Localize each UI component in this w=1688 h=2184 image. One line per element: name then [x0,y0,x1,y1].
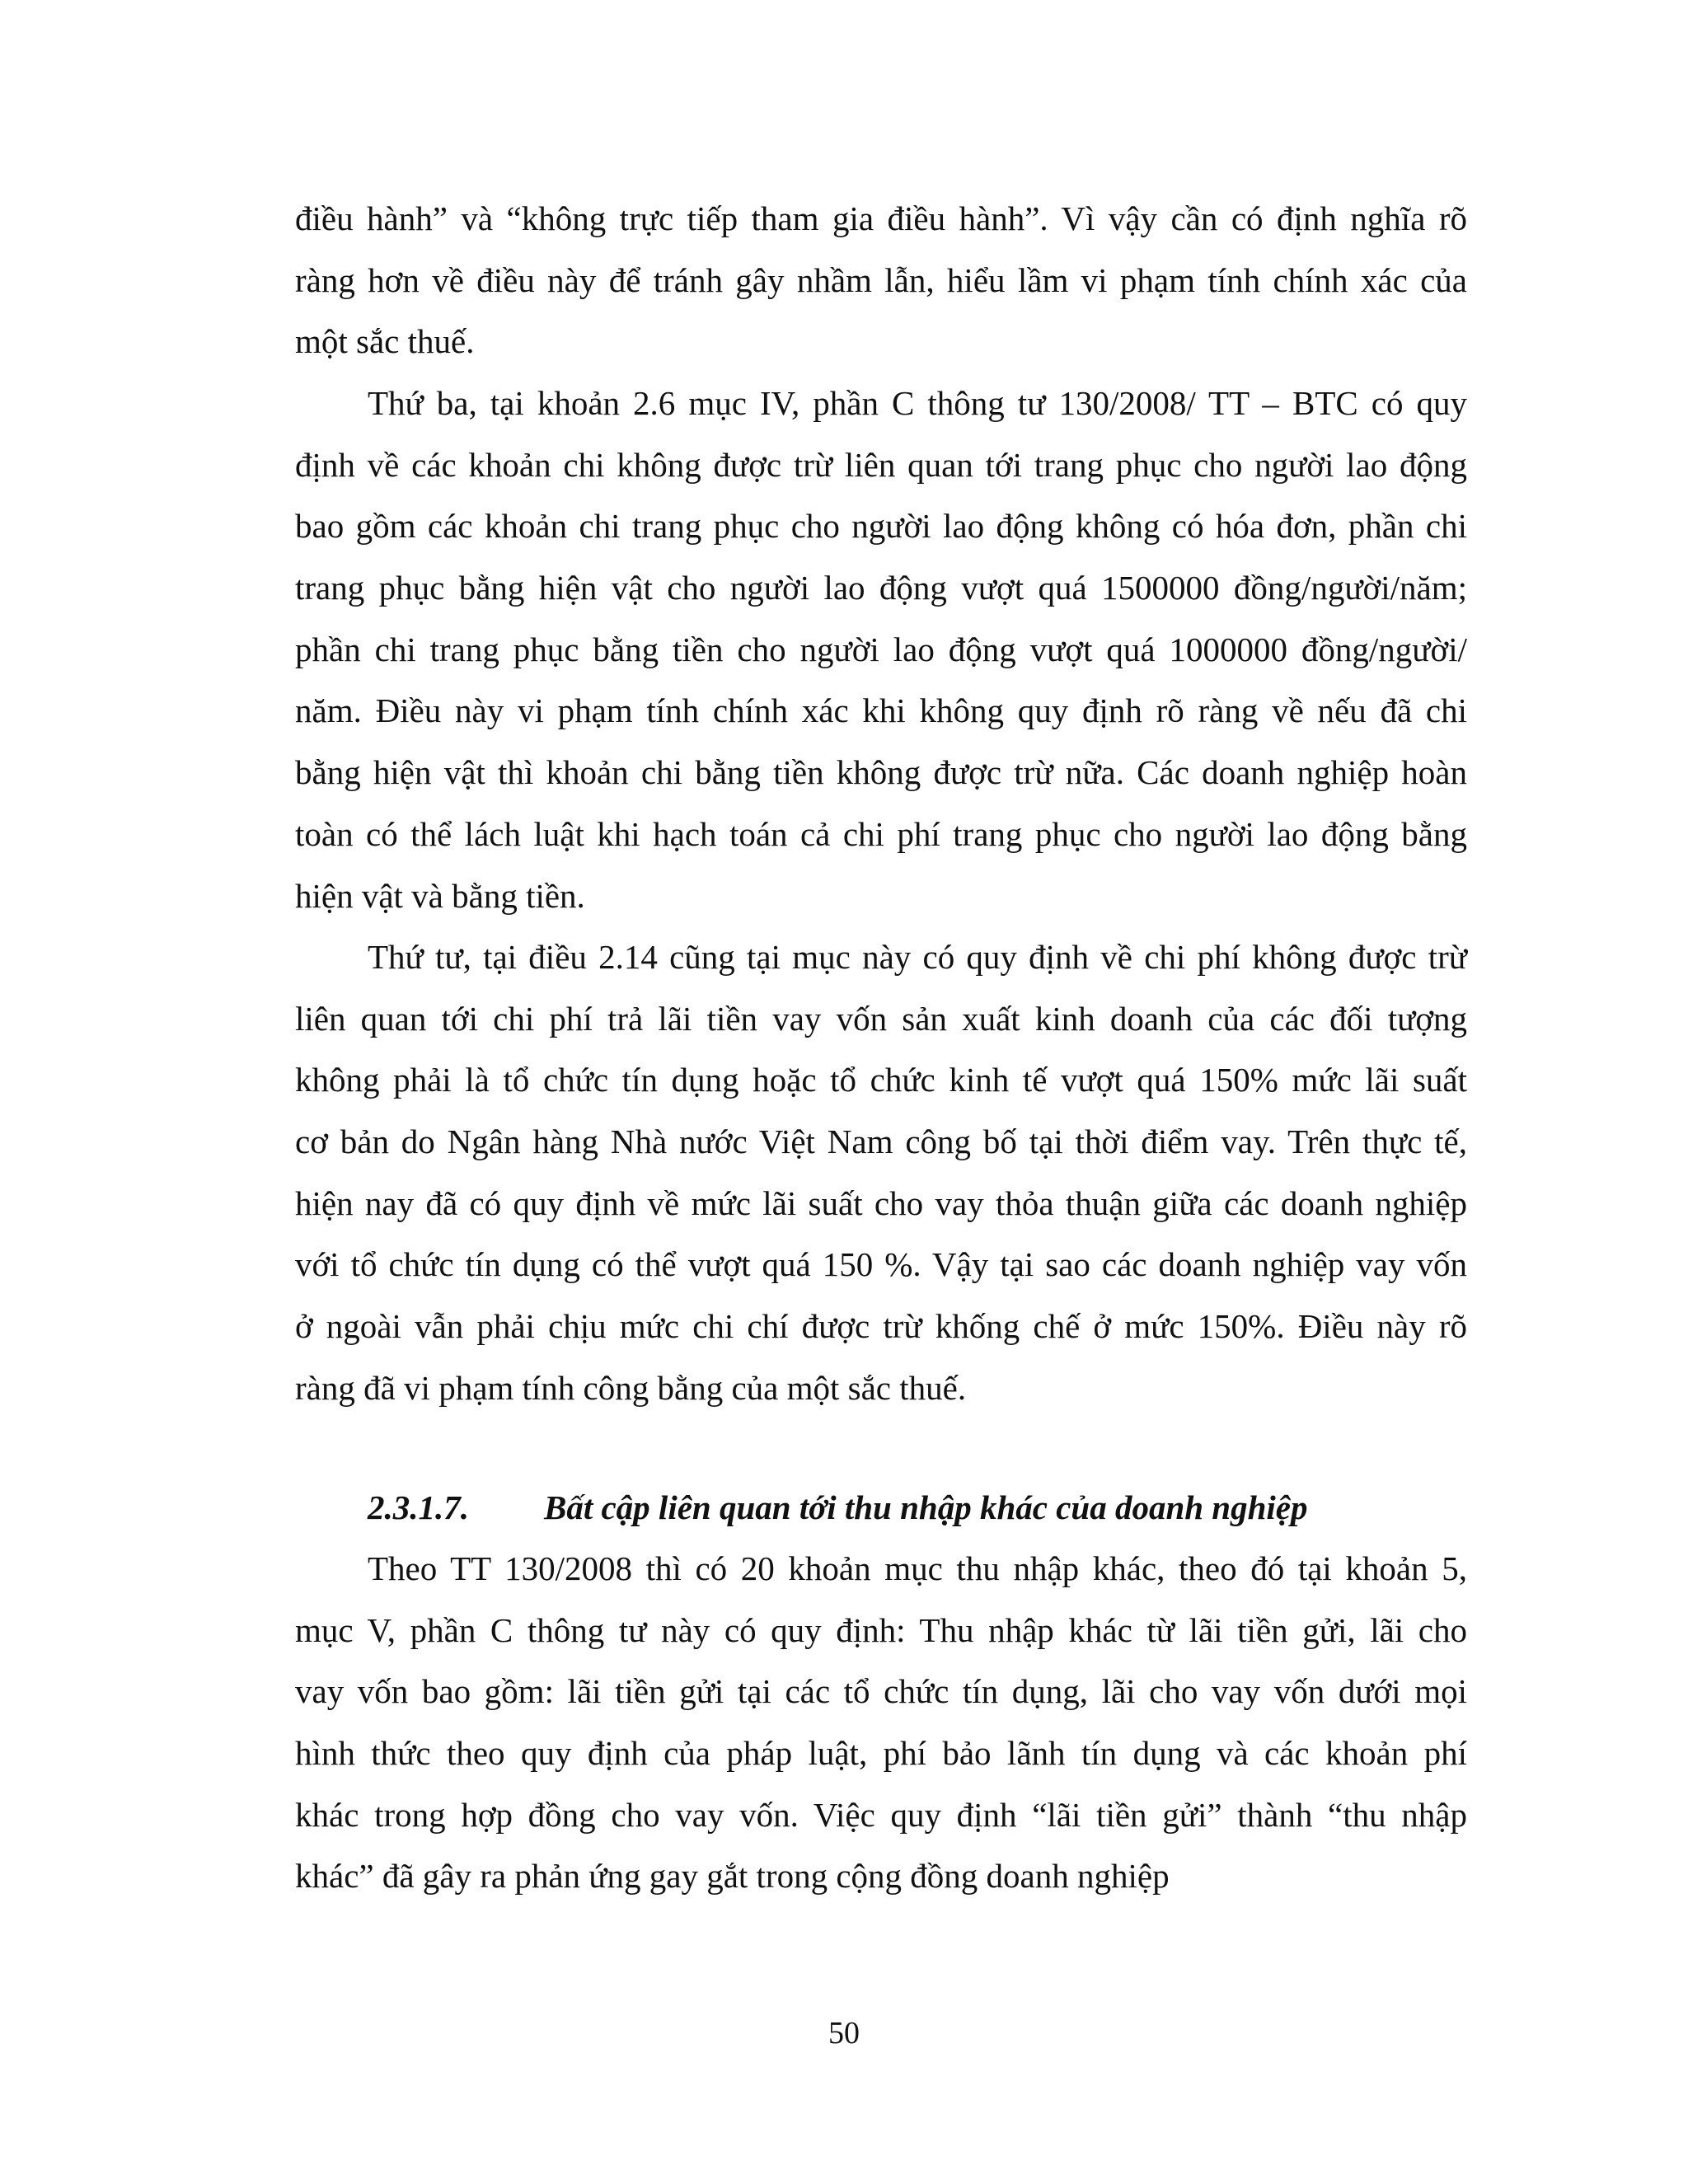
text-line: trang phục bằng hiện vật cho người lao động vượt quá 1500000 đồng/người/năm; [295,569,1467,607]
text-line: năm. Điều này vi phạm tính chính xác khi không quy định rõ ràng về nếu đã chi [295,691,1467,730]
paragraph-continuation [295,188,1467,373]
text-line: điều hành” và “không trực tiếp tham gia điều hành”. Vì vậy cần có định nghĩa rõ [295,199,1467,237]
text-line: vay vốn bao gồm: lãi tiền gửi tại các tổ chức tín dụng, lãi cho vay vốn dưới mọi [295,1672,1467,1711]
text-line: cơ bản do Ngân hàng Nhà nước Việt Nam công bố tại thời điểm vay. Trên thực tế, [295,1122,1467,1161]
paragraph-other-income [295,1538,1467,1907]
text-line: ràng hơn về điều này để tránh gây nhầm lẫn, hiểu lầm vi phạm tính chính xác của [295,260,1467,299]
text-line: không phải là tổ chức tín dụng hoặc tổ chức kinh tế vượt quá 150% mức lãi suất [295,1061,1467,1099]
paragraph-interest-expenses [295,926,1467,1419]
text-line: Theo TT 130/2008 thì có 20 khoản mục thu nhập khác, theo đó tại khoản 5, [368,1549,1467,1587]
paragraph-clothing-expenses [295,373,1467,926]
text-line: khác” đã gây ra phản ứng gay gắt trong cộng đồng doanh nghiệp [295,1857,1170,1896]
text-line: Thứ tư, tại điều 2.14 cũng tại mục này có quy định về chi phí không được trừ [368,938,1467,976]
text-line: định về các khoản chi không được trừ liên quan tới trang phục cho người lao động [295,445,1467,484]
text-line: hiện vật và bằng tiền. [295,876,585,915]
text-line: toàn có thể lách luật khi hạch toán cả chi phí trang phục cho người lao động bằng [295,814,1467,853]
text-line: bao gồm các khoản chi trang phục cho người lao động không có hóa đơn, phần chi [295,507,1467,546]
section-number: 2.3.1.7. [368,1488,469,1526]
text-line: bằng hiện vật thì khoản chi bằng tiền không được trừ nữa. Các doanh nghiệp hoàn [295,753,1467,792]
text-line: liên quan tới chi phí trả lãi tiền vay vốn sản xuất kinh doanh của các đối tượng [295,999,1467,1038]
text-line: phần chi trang phục bằng tiền cho người lao động vượt quá 1000000 đồng/người/ [295,630,1467,668]
text-line: mục V, phần C thông tư này có quy định: Thu nhập khác từ lãi tiền gửi, lãi cho [295,1610,1467,1649]
text-line: ràng đã vi phạm tính công bằng của một sắc thuế. [295,1368,967,1407]
text-line: khác trong hợp đồng cho vay vốn. Việc quy định “lãi tiền gửi” thành “thu nhập [295,1795,1467,1834]
text-line: hình thức theo quy định của pháp luật, phí bảo lãnh tín dụng và các khoản phí [295,1734,1467,1773]
text-line: ở ngoài vẫn phải chịu mức chi chí được trừ khống chế ở mức 150%. Điều này rõ [295,1307,1467,1346]
page-number: 50 [828,2016,860,2050]
text-line: hiện nay đã có quy định về mức lãi suất cho vay thỏa thuận giữa các doanh nghiệp [295,1183,1467,1222]
section-title: Bất cập liên quan tới thu nhập khác của doanh nghiệp [544,1488,1308,1526]
text-line: với tổ chức tín dụng có thể vượt quá 150 %. Vậy tại sao các doanh nghiệp vay vốn [295,1245,1467,1284]
text-line: Thứ ba, tại khoản 2.6 mục IV, phần C thông tư 130/2008/ TT – BTC có quy [368,384,1467,422]
text-line: một sắc thuế. [295,322,475,361]
section-heading [368,1477,1467,1539]
